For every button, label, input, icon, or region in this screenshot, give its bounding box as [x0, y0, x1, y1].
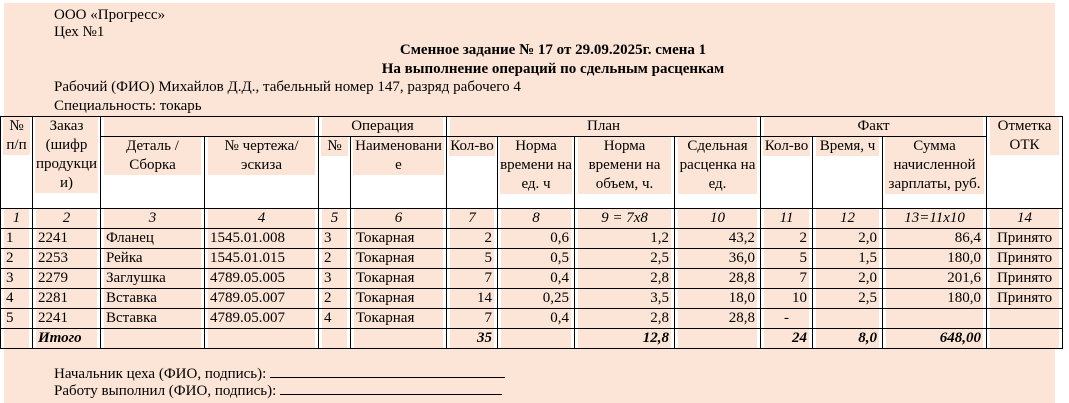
table-cell: 2279	[33, 269, 101, 289]
group-header-plan: План	[447, 117, 761, 137]
column-number: 11	[761, 209, 813, 229]
table-cell: Вставка	[101, 289, 205, 309]
column-number: 5	[319, 209, 351, 229]
table-cell: 1,2	[575, 229, 675, 249]
performer-signature-field[interactable]	[280, 380, 502, 395]
column-number: 10	[675, 209, 761, 229]
table-cell: 2	[447, 229, 498, 249]
table-cell: 5	[1, 309, 33, 329]
table-cell: 180,0	[883, 249, 987, 269]
table-cell: 4	[1, 289, 33, 309]
total-label: Итого	[33, 329, 101, 349]
table-cell: 10	[761, 289, 813, 309]
table-cell: Фланец	[101, 229, 205, 249]
header-row-columns	[1, 137, 1063, 209]
table-cell: 18,0	[675, 289, 761, 309]
table-cell: 1,5	[813, 249, 883, 269]
table-cell: 7	[447, 309, 498, 329]
table-cell: 4789.05.005	[205, 269, 319, 289]
performer-signature-line	[54, 380, 502, 401]
table-cell: 5	[447, 249, 498, 269]
col-header-plan-norm-unit: Норма времени на ед. ч	[498, 137, 575, 209]
table-cell: 4	[319, 309, 351, 329]
col-header-otk: Отметка ОТК	[987, 117, 1063, 209]
table-cell	[883, 309, 987, 329]
table-cell: Вставка	[101, 309, 205, 329]
table-cell: Токарная	[351, 289, 447, 309]
table-cell: Токарная	[351, 229, 447, 249]
chief-signature-label: Начальник цеха (ФИО, подпись):	[54, 366, 267, 382]
table-row	[1, 249, 1063, 269]
table-cell: 2,8	[575, 269, 675, 289]
table-cell: 7	[447, 269, 498, 289]
table-cell: Токарная	[351, 269, 447, 289]
group-header-fact: Факт	[761, 117, 987, 137]
table-cell: 2,0	[813, 269, 883, 289]
table-cell: 86,4	[883, 229, 987, 249]
table-cell: 3	[1, 269, 33, 289]
col-header-plan-norm-volume: Норма времени на объем, ч.	[575, 137, 675, 209]
table-cell: 0,4	[498, 309, 575, 329]
table-cell: Принято	[987, 249, 1063, 269]
header-row-groups	[1, 117, 1063, 137]
table-cell: 3	[319, 269, 351, 289]
table-cell: Токарная	[351, 249, 447, 269]
col-header-piece-rate: Сдельная расценка на ед.	[675, 137, 761, 209]
company-name: ООО «Прогресс»	[54, 7, 166, 23]
table-cell: 2,5	[813, 289, 883, 309]
column-number: 3	[101, 209, 205, 229]
group-header-part	[101, 117, 319, 137]
col-header-drawing: № чертежа/ эскиза	[205, 137, 319, 209]
table-cell: 28,8	[675, 309, 761, 329]
table-cell: 1	[1, 229, 33, 249]
table-row	[1, 309, 1063, 329]
shop-name: Цех №1	[54, 24, 105, 40]
table-cell: 43,2	[675, 229, 761, 249]
column-number: 7	[447, 209, 498, 229]
column-number: 2	[33, 209, 101, 229]
table-cell: 180,0	[883, 289, 987, 309]
column-number: 6	[351, 209, 447, 229]
table-cell: 2253	[33, 249, 101, 269]
col-header-part: Деталь / Сборка	[101, 137, 205, 209]
table-cell: 4789.05.007	[205, 309, 319, 329]
column-number: 14	[987, 209, 1063, 229]
column-number: 13=11x10	[883, 209, 987, 229]
column-numbers-row	[1, 209, 1063, 229]
total-fact-sum: 648,00	[883, 329, 987, 349]
column-number: 8	[498, 209, 575, 229]
table-cell: Принято	[987, 269, 1063, 289]
column-number: 12	[813, 209, 883, 229]
table-cell	[813, 309, 883, 329]
col-header-fact-time: Время, ч	[813, 137, 883, 209]
table-cell: 36,0	[675, 249, 761, 269]
total-plan-qty: 35	[447, 329, 498, 349]
table-cell: Токарная	[351, 309, 447, 329]
table-cell: 2241	[33, 309, 101, 329]
table-cell: 7	[761, 269, 813, 289]
table-cell: 2,8	[575, 309, 675, 329]
table-cell: 0,6	[498, 229, 575, 249]
table-row	[1, 269, 1063, 289]
table-row	[1, 229, 1063, 249]
table-cell: 5	[761, 249, 813, 269]
table-cell: 3,5	[575, 289, 675, 309]
shift-task-table	[0, 116, 1063, 349]
total-row	[1, 329, 1063, 349]
specialty: Специальность: токарь	[54, 98, 202, 114]
table-cell: 2	[1, 249, 33, 269]
table-cell: Принято	[987, 229, 1063, 249]
total-fact-qty: 24	[761, 329, 813, 349]
table-cell: -	[761, 309, 813, 329]
table-cell: 28,8	[675, 269, 761, 289]
table-cell: Принято	[987, 289, 1063, 309]
total-plan-time: 12,8	[575, 329, 675, 349]
table-cell: 2,5	[575, 249, 675, 269]
col-header-index: № п/п	[1, 117, 33, 209]
table-cell: 2241	[33, 229, 101, 249]
column-number: 1	[1, 209, 33, 229]
col-header-fact-sum: Сумма начисленной зарплаты, руб.	[883, 137, 987, 209]
col-header-order: Заказ (шифр продукции)	[33, 117, 101, 209]
table-cell: 201,6	[883, 269, 987, 289]
column-number: 4	[205, 209, 319, 229]
performer-signature-label: Работу выполнил (ФИО, подпись):	[54, 383, 277, 399]
table-cell: 2,0	[813, 229, 883, 249]
table-cell: 14	[447, 289, 498, 309]
table-cell: Заглушка	[101, 269, 205, 289]
chief-signature-field[interactable]	[270, 363, 505, 378]
table-row	[1, 289, 1063, 309]
table-cell: 0,4	[498, 269, 575, 289]
table-cell: 2	[319, 249, 351, 269]
table-cell: 0,25	[498, 289, 575, 309]
table-cell: 2	[761, 229, 813, 249]
table-cell: 4789.05.007	[205, 289, 319, 309]
table-cell: 0,5	[498, 249, 575, 269]
table-cell: Рейка	[101, 249, 205, 269]
col-header-op-name: Наименование	[351, 137, 447, 209]
column-number: 9 = 7x8	[575, 209, 675, 229]
col-header-op-number: №	[319, 137, 351, 209]
table-cell: 2281	[33, 289, 101, 309]
table-cell: 3	[319, 229, 351, 249]
document-title: Сменное задание № 17 от 29.09.2025г. смена 1	[399, 42, 707, 58]
table-cell: 1545.01.008	[205, 229, 319, 249]
col-header-plan-qty: Кол-во	[447, 137, 498, 209]
table-cell: 1545.01.015	[205, 249, 319, 269]
document-subtitle: На выполнение операций по сдельным расценкам	[381, 61, 725, 77]
col-header-fact-qty: Кол-во	[761, 137, 813, 209]
group-header-operation: Операция	[319, 117, 447, 137]
table-cell: 2	[319, 289, 351, 309]
total-fact-time: 8,0	[813, 329, 883, 349]
worker-info: Рабочий (ФИО) Михайлов Д.Д., табельный номер 147, разряд рабочего 4	[54, 79, 521, 95]
table-cell	[987, 309, 1063, 329]
